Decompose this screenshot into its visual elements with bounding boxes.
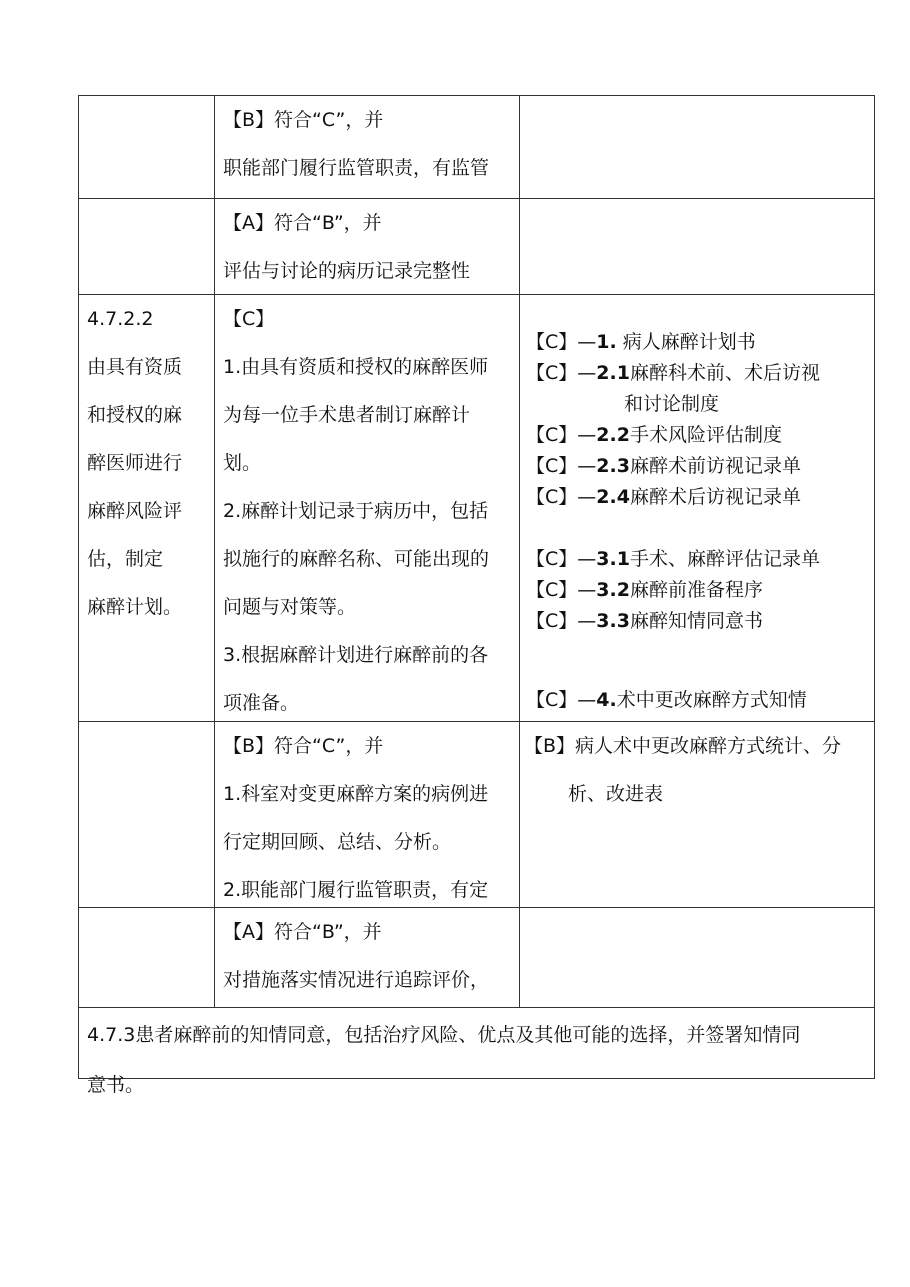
table-row (79, 199, 875, 295)
criteria-line: 评估与讨论的病历记录完整性 (223, 260, 471, 282)
clause-id: 4.7.2.2 (87, 308, 154, 330)
reference-item: 【C】—2.4麻醉术后访视记录单 (526, 486, 801, 508)
criteria-line: 项准备。 (223, 692, 300, 714)
criteria-cell (215, 96, 520, 199)
criteria-line: 【A】符合“B”，并 (223, 921, 382, 943)
reference-item: 【C】—2.3麻醉术前访视记录单 (526, 455, 801, 477)
reference-item: 【C】—2.2手术风险评估制度 (526, 424, 782, 446)
criteria-cell (215, 199, 520, 295)
criteria-line: 【B】符合“C”，并 (223, 109, 384, 131)
table-row (79, 96, 875, 199)
reference-item: 【C】—4.术中更改麻醉方式知情 (526, 689, 807, 711)
clause-text-line: 麻醉计划。 (87, 596, 183, 618)
criteria-line: 行定期回顾、总结、分析。 (223, 831, 452, 853)
standards-table (78, 95, 875, 1096)
clause-cell (79, 295, 215, 722)
section-heading-line: 4.7.3患者麻醉前的知情同意，包括治疗风险、优点及其他可能的选择，并签署知情同 (87, 1024, 801, 1046)
criteria-line: 1.由具有资质和授权的麻醉医师 (223, 356, 489, 378)
table-row (79, 908, 875, 1008)
table-row (79, 295, 875, 722)
reference-item: 【C】—3.2麻醉前准备程序 (526, 579, 763, 601)
criteria-line: 【B】符合“C”，并 (223, 735, 384, 757)
clause-cell (79, 908, 215, 1008)
clause-text-line: 由具有资质 (87, 356, 183, 378)
reference-cell (520, 199, 875, 295)
criteria-line: 3.根据麻醉计划进行麻醉前的各 (223, 644, 489, 666)
criteria-line: 【C】 (223, 308, 275, 330)
section-heading-line: 意书。 (87, 1074, 145, 1096)
criteria-line: 2.麻醉计划记录于病历中，包括 (223, 500, 489, 522)
reference-cell (520, 96, 875, 199)
table-row (79, 722, 875, 908)
criteria-line: 问题与对策等。 (223, 596, 357, 618)
criteria-line: 为每一位手术患者制订麻醉计 (223, 404, 471, 426)
reference-item: 【C】—3.3麻醉知情同意书 (526, 610, 763, 632)
criteria-line: 2.职能部门履行监管职责，有定 (223, 879, 489, 901)
section-heading-cell (79, 1008, 875, 1096)
reference-item-continuation: 和讨论制度 (624, 393, 720, 415)
reference-item-continuation: 析、改进表 (568, 783, 664, 805)
clause-cell (79, 722, 215, 908)
reference-item: 【B】病人术中更改麻醉方式统计、分 (524, 735, 842, 757)
clause-cell (79, 96, 215, 199)
criteria-line: 1.科室对变更麻醉方案的病例进 (223, 783, 489, 805)
reference-cell (520, 722, 875, 908)
clause-text-line: 麻醉风险评 (87, 500, 183, 522)
criteria-line: 对措施落实情况进行追踪评价， (223, 969, 490, 991)
reference-item: 【C】—2.1麻醉科术前、术后访视 (526, 362, 820, 384)
criteria-line: 拟施行的麻醉名称、可能出现的 (223, 548, 490, 570)
reference-cell (520, 908, 875, 1008)
table-row (79, 1008, 875, 1079)
criteria-cell (215, 295, 520, 722)
reference-item: 【C】—1. 病人麻醉计划书 (526, 331, 756, 353)
criteria-cell (215, 908, 520, 1008)
criteria-line: 【A】符合“B”，并 (223, 212, 382, 234)
criteria-cell (215, 722, 520, 908)
reference-item: 【C】—3.1手术、麻醉评估记录单 (526, 548, 820, 570)
clause-text-line: 醉医师进行 (87, 452, 183, 474)
clause-cell (79, 199, 215, 295)
reference-cell (520, 295, 875, 722)
clause-text-line: 估，制定 (87, 548, 164, 570)
clause-text-line: 和授权的麻 (87, 404, 183, 426)
criteria-line: 划。 (223, 452, 262, 474)
criteria-line: 职能部门履行监管职责，有监管 (223, 157, 490, 179)
